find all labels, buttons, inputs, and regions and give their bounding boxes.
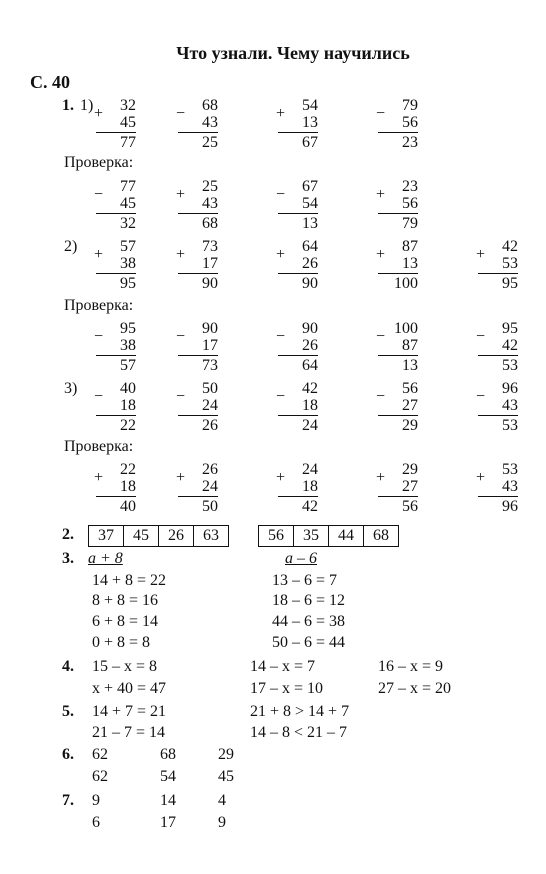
operator: − xyxy=(94,388,104,405)
operand-b: 43 xyxy=(502,478,518,495)
operator: + xyxy=(476,246,486,263)
operand-b: 56 xyxy=(402,195,418,212)
result: 64 xyxy=(278,355,318,374)
operator: − xyxy=(476,388,486,405)
task3-line: 13 – 6 = 7 xyxy=(272,572,338,589)
answer-value: 6 xyxy=(92,814,100,831)
operand-a: 26 xyxy=(202,461,218,478)
task3-line: 18 – 6 = 12 xyxy=(272,592,346,609)
page-label: С. 40 xyxy=(30,72,70,92)
operand-b: 38 xyxy=(120,337,136,354)
result: 90 xyxy=(178,273,218,292)
answer-value: 14 xyxy=(160,792,176,809)
result: 67 xyxy=(278,132,318,151)
result: 26 xyxy=(178,415,218,434)
operator: − xyxy=(376,328,386,345)
operand-b: 87 xyxy=(402,337,418,354)
result: 32 xyxy=(96,213,136,232)
column-calc xyxy=(96,380,136,434)
equation: 15 – x = 8 xyxy=(92,658,158,675)
operand-a: 67 xyxy=(302,178,318,195)
equation: x + 40 = 47 xyxy=(92,680,167,697)
box-cell: 35 xyxy=(294,526,329,546)
result: 68 xyxy=(178,213,218,232)
equation: 16 – x = 9 xyxy=(378,658,444,675)
box-cell: 45 xyxy=(124,526,159,546)
operand-a: 29 xyxy=(402,461,418,478)
task3-line: 8 + 8 = 16 xyxy=(92,592,159,609)
result: 25 xyxy=(178,132,218,151)
operand-a: 50 xyxy=(202,380,218,397)
column-calc xyxy=(96,238,136,292)
operand-a: 32 xyxy=(120,97,136,114)
box-cell: 63 xyxy=(203,527,219,544)
result: 53 xyxy=(478,415,518,434)
operand-a: 73 xyxy=(202,238,218,255)
answer-value: 9 xyxy=(218,814,226,831)
column-calc xyxy=(478,238,518,292)
operator: − xyxy=(376,388,386,405)
task3-line: 6 + 8 = 14 xyxy=(92,613,159,630)
result: 95 xyxy=(96,273,136,292)
operator: − xyxy=(94,186,104,203)
expression: 21 – 7 = 14 xyxy=(92,724,166,741)
operand-a: 25 xyxy=(202,178,218,195)
operator: + xyxy=(276,469,286,486)
operator: + xyxy=(176,246,186,263)
operand-b: 42 xyxy=(502,337,518,354)
operator: − xyxy=(276,388,286,405)
operator: − xyxy=(94,328,104,345)
task3-line: 14 + 8 = 22 xyxy=(92,572,167,589)
task7-number: 7. xyxy=(62,792,74,809)
operator: + xyxy=(376,186,386,203)
operand-a: 79 xyxy=(402,97,418,114)
column-calc xyxy=(178,461,218,515)
operand-a: 42 xyxy=(302,380,318,397)
box-cell: 44 xyxy=(329,526,364,546)
operand-b: 18 xyxy=(120,397,136,414)
operand-b: 17 xyxy=(202,255,218,272)
column-calc xyxy=(278,461,318,515)
check-label-3: Проверка: xyxy=(64,438,134,455)
result: 77 xyxy=(96,132,136,151)
operand-a: 42 xyxy=(502,238,518,255)
task3-line: 50 – 6 = 44 xyxy=(272,634,346,651)
operand-a: 95 xyxy=(502,320,518,337)
operand-b: 45 xyxy=(120,195,136,212)
operator: + xyxy=(476,469,486,486)
answer-value: 54 xyxy=(160,768,176,785)
task3-line: 0 + 8 = 8 xyxy=(92,634,151,651)
column-calc xyxy=(378,320,418,374)
answer-value: 4 xyxy=(218,792,226,809)
column-calc xyxy=(278,178,318,232)
equation: 27 – x = 20 xyxy=(378,680,452,697)
column-calc xyxy=(96,461,136,515)
result: 73 xyxy=(178,355,218,374)
operand-a: 56 xyxy=(402,380,418,397)
operand-a: 22 xyxy=(120,461,136,478)
answer-value: 68 xyxy=(160,746,176,763)
result: 24 xyxy=(278,415,318,434)
comparison: 21 + 8 > 14 + 7 xyxy=(250,703,350,720)
operand-b: 53 xyxy=(502,255,518,272)
operator: − xyxy=(176,105,186,122)
operand-a: 40 xyxy=(120,380,136,397)
operator: + xyxy=(276,105,286,122)
column-calc xyxy=(178,238,218,292)
operand-a: 64 xyxy=(302,238,318,255)
operator: + xyxy=(94,105,104,122)
column-calc xyxy=(378,461,418,515)
column-calc xyxy=(178,97,218,151)
equation: 14 – x = 7 xyxy=(250,658,316,675)
task1-sub2-label: 2) xyxy=(64,238,78,255)
expression: 14 + 7 = 21 xyxy=(92,703,167,720)
operand-a: 90 xyxy=(202,320,218,337)
operand-b: 56 xyxy=(402,114,418,131)
column-calc xyxy=(378,238,418,292)
column-calc xyxy=(478,320,518,374)
operator: − xyxy=(176,328,186,345)
operand-b: 54 xyxy=(302,195,318,212)
operator: − xyxy=(276,328,286,345)
operand-b: 13 xyxy=(302,114,318,131)
column-calc xyxy=(278,320,318,374)
number-box-row-1 xyxy=(88,525,229,547)
page-heading: Что узнали. Чему научились xyxy=(176,43,410,63)
column-calc xyxy=(96,178,136,232)
result: 13 xyxy=(378,355,418,374)
column-calc xyxy=(378,97,418,151)
box-cell: 37 xyxy=(89,526,124,546)
operator: + xyxy=(94,469,104,486)
operand-a: 96 xyxy=(502,380,518,397)
result: 53 xyxy=(478,355,518,374)
result: 13 xyxy=(278,213,318,232)
operator: + xyxy=(176,186,186,203)
box-cell: 26 xyxy=(159,526,194,546)
check-label-2: Проверка: xyxy=(64,297,134,314)
operand-a: 54 xyxy=(302,97,318,114)
operator: + xyxy=(94,246,104,263)
column-calc xyxy=(178,320,218,374)
operand-a: 100 xyxy=(394,320,418,337)
check-label-1: Проверка: xyxy=(64,154,134,171)
operand-b: 43 xyxy=(502,397,518,414)
task3-expr-1: a + 8 xyxy=(88,550,123,567)
operand-a: 77 xyxy=(120,178,136,195)
column-calc xyxy=(478,380,518,434)
operand-a: 23 xyxy=(402,178,418,195)
task5-number: 5. xyxy=(62,703,74,720)
task6-number: 6. xyxy=(62,746,74,763)
operand-b: 38 xyxy=(120,255,136,272)
operand-b: 27 xyxy=(402,397,418,414)
operand-a: 53 xyxy=(502,461,518,478)
operand-b: 24 xyxy=(202,478,218,495)
task1-sub3-label: 3) xyxy=(64,380,78,397)
number-box-row-2 xyxy=(258,525,399,547)
column-calc xyxy=(96,320,136,374)
result: 96 xyxy=(478,496,518,515)
box-cell: 68 xyxy=(373,527,389,544)
operand-a: 95 xyxy=(120,320,136,337)
operand-a: 57 xyxy=(120,238,136,255)
result: 40 xyxy=(96,496,136,515)
column-calc xyxy=(378,178,418,232)
equation: 17 – x = 10 xyxy=(250,680,324,697)
operand-a: 87 xyxy=(402,238,418,255)
column-calc xyxy=(178,380,218,434)
answer-value: 62 xyxy=(92,768,108,785)
result: 95 xyxy=(478,273,518,292)
operand-b: 18 xyxy=(120,478,136,495)
operand-b: 26 xyxy=(302,255,318,272)
answer-value: 29 xyxy=(218,746,234,763)
result: 100 xyxy=(378,273,418,292)
result: 50 xyxy=(178,496,218,515)
column-calc xyxy=(178,178,218,232)
column-calc xyxy=(96,97,136,151)
task1-number: 1. xyxy=(62,97,74,114)
task3-line: 44 – 6 = 38 xyxy=(272,613,346,630)
operand-b: 24 xyxy=(202,397,218,414)
result: 42 xyxy=(278,496,318,515)
operator: − xyxy=(276,186,286,203)
task3-expr-2: a – 6 xyxy=(285,550,317,567)
operator: + xyxy=(276,246,286,263)
operand-b: 26 xyxy=(302,337,318,354)
operand-a: 90 xyxy=(302,320,318,337)
operator: + xyxy=(376,246,386,263)
result: 79 xyxy=(378,213,418,232)
comparison: 14 – 8 < 21 – 7 xyxy=(250,724,348,741)
operand-b: 43 xyxy=(202,195,218,212)
operand-b: 13 xyxy=(402,255,418,272)
operand-b: 17 xyxy=(202,337,218,354)
operand-b: 27 xyxy=(402,478,418,495)
task3-number: 3. xyxy=(62,550,74,567)
column-calc xyxy=(278,238,318,292)
answer-value: 45 xyxy=(218,768,234,785)
operator: + xyxy=(176,469,186,486)
result: 57 xyxy=(96,355,136,374)
result: 23 xyxy=(378,132,418,151)
operand-a: 24 xyxy=(302,461,318,478)
operator: + xyxy=(376,469,386,486)
operand-b: 45 xyxy=(120,114,136,131)
box-cell: 56 xyxy=(259,526,294,546)
operator: − xyxy=(476,328,486,345)
result: 90 xyxy=(278,273,318,292)
operand-b: 43 xyxy=(202,114,218,131)
operand-b: 18 xyxy=(302,478,318,495)
task4-number: 4. xyxy=(62,658,74,675)
column-calc xyxy=(278,380,318,434)
column-calc xyxy=(478,461,518,515)
column-calc xyxy=(378,380,418,434)
operator: − xyxy=(176,388,186,405)
answer-value: 9 xyxy=(92,792,100,809)
result: 56 xyxy=(378,496,418,515)
operator: − xyxy=(376,105,386,122)
result: 22 xyxy=(96,415,136,434)
column-calc xyxy=(278,97,318,151)
operand-a: 68 xyxy=(202,97,218,114)
task2-number: 2. xyxy=(62,526,74,543)
operand-b: 18 xyxy=(302,397,318,414)
task1-sub1-label: 1) xyxy=(80,97,94,114)
answer-value: 17 xyxy=(160,814,176,831)
result: 29 xyxy=(378,415,418,434)
answer-value: 62 xyxy=(92,746,108,763)
